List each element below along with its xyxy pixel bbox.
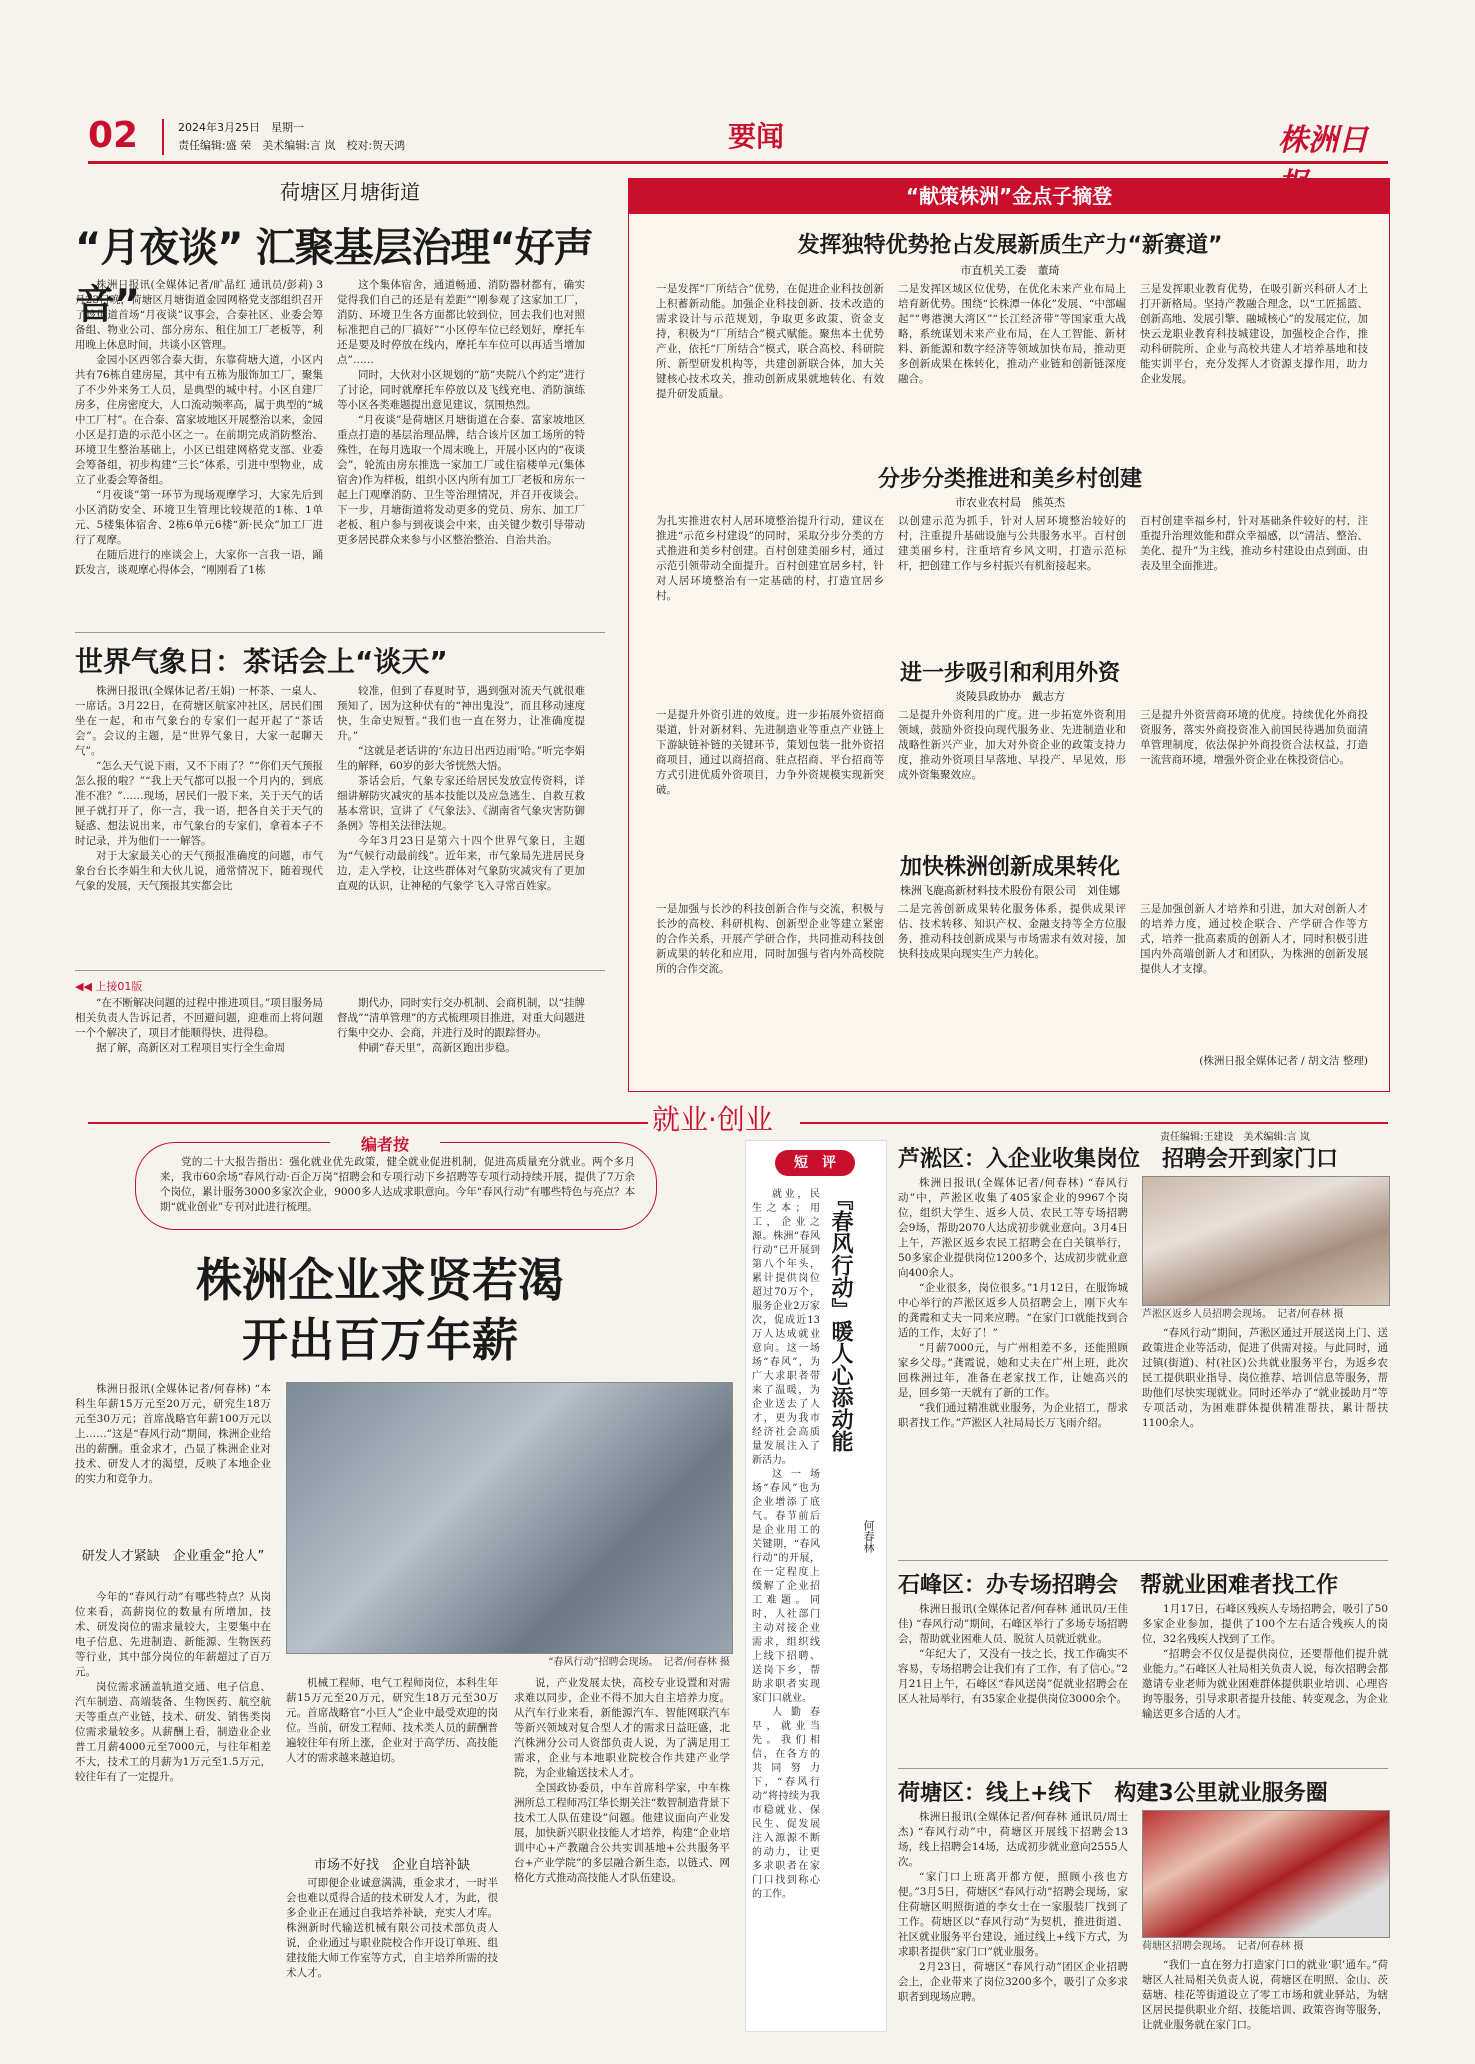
- short-comment-paragraph: 人勤春早，就业当先。我们相信，在各方的共同努力下，“春风行动”将持续为我市稳就业、保民生、促发展注入源源不断的动力，让更多求职者在家门口找到称心的工作。: [752, 1707, 820, 1900]
- hetang-paragraph: 株洲日报讯(全媒体记者/何春林 通讯员/周士杰) “春风行动”中，荷塘区开展线下招聘会13场，线上招聘会14场，达成初步就业意向2555人次。: [898, 1811, 1128, 1868]
- shifeng-title: 石峰区：办专场招聘会 帮就业困难者找工作: [898, 1573, 1339, 1598]
- proposal1-title: 发挥独特优势抢占发展新质生产力“新赛道”: [797, 233, 1223, 258]
- main-paragraph: 岗位需求涵盖轨道交通、电子信息、汽车制造、高端装备、生物医药、航空航天等重点产业链，技术、研发、销售类岗位需求量较多。从薪酬上看，制造业企业普工月薪4000元至7000元，与往年相差不大，技术工的月薪为1万元至1.5万元，较往年有了一定提升。: [75, 1681, 271, 1783]
- proposal3-col3: 三是提升外资营商环境的优度。持续优化外商投资服务，落实外商投资准入前国民待遇加负面清单管理制度，依法保护外商投资合法权益，打造一流营商环境，增强外资企业在株投资信心。: [1140, 709, 1368, 766]
- main-lead: 株洲日报讯(全媒体记者/何春林) “本科生年薪15万元至20万元，研究生18万元至30万元；首席战略官年薪100万元以上……”这是“春风行动”期间，株洲企业给出的薪酬。重金求才，凸显了株洲企业对技术、研发人才的渴望，反映了本地企业的实力和竞争力。: [75, 1383, 271, 1485]
- proposal4-title: 加快株洲创新成果转化: [899, 855, 1120, 880]
- proposal4-col1: 一是加强与长沙的科技创新合作与交流，积极与长沙的高校、科研机构、创新型企业等建立紧密的合作关系，开展产学研合作，共同推动科技创新成果的转化和应用，同时加强与省内外高校院所的合作交流。: [656, 903, 884, 975]
- proposal3-author: 炎陵县政协办 戴志方: [955, 690, 1065, 703]
- proposal1-col1: 一是发挥“厂所结合”优势，在促进企业科技创新上积蓄新动能。加强企业科技创新、技术改造的需求设计与示范规划，争取更多政策、资金支持，积极为“厂所结合”模式赋能。聚焦本土优势产业，依托“厂所结合”模式，联合高校、科研院所、新型研发机构等，共建创新联合体，加大关键核心技术攻关，推动创新成果就地转化、有效提升研发质量。: [656, 283, 884, 400]
- main-title-line1: 株洲企业求贤若渴: [196, 1253, 564, 1307]
- proposal3-col1: 一是提升外资引进的效度。进一步拓展外资招商渠道，针对新材料、先进制造业等重点产业链上下游缺链补链的关键环节，策划包装一批外资招商项目，通过以商招商、驻点招商、平台招商等方式引进优质外资项目，力争外资规模实现新突破。: [656, 709, 884, 796]
- job-fair-photo-caption: “春风行动”招聘会现场。 记者/何春林 摄: [548, 1657, 730, 1668]
- story1-paragraph: 株洲日报讯(全媒体记者/旷晶红 通讯员/彭莉) 3月23日晚，荷塘区月塘街道金园网格党支部组织召开了该街道首场“月夜谈”议事会，合泰社区、业委会筹备组、物业公司、部分房东、租住加工厂老板等，利用晚上休息时间，共谈小区管理。: [75, 279, 323, 351]
- story2-column-2: [337, 684, 585, 964]
- continued-paragraph: 仲刷“春天里”，高新区跑出步稳。: [358, 1042, 516, 1054]
- subhead-1: 研发人才紧缺 企业重金“抢人”: [81, 1549, 265, 1564]
- proposal4-col3: 三是加强创新人才培养和引进，加大对创新人才的培养力度，通过校企联合、产学研合作等方式，培养一批高素质的创新人才，同时积极引进国内外高端创新人才和团队，为株洲的创新发展提供人才支撑。: [1140, 903, 1368, 975]
- main-paragraph: 今年的“春风行动”有哪些特点？从岗位来看，高薪岗位的数量有所增加，技术、研发岗位的需求量较大，主要集中在电子信息、先进制造、新能源、生物医药等行业，其中部分岗位的年薪超过了百万元。: [75, 1591, 271, 1678]
- continued-paragraph: “在不断解决问题的过程中推进项目。”项目服务局相关负责人告诉记者，不回避问题，迎难而上将问题一个个解决了，项目才能顺得快、进得稳。: [75, 997, 323, 1039]
- shifeng-paragraph: “招聘会不仅仅是提供岗位，还要帮他们提升就业能力。”石峰区人社局相关负责人说，每次招聘会都邀请专业老师为就业困难群体提供职业培训、心理咨询等服务，引导求职者提升技能、转变观念，为企业输送更多合适的人才。: [1142, 1648, 1388, 1720]
- story1-column-1: [75, 278, 323, 628]
- job-fair-photo: [286, 1382, 733, 1654]
- story1-paragraph: 这个集体宿舍，通道畅通、消防器材都有，确实觉得我们自己的还是有差距”“刚参观了这家加工厂，消防、环境卫生各方面都比较到位，回去我们也对照标准把自己的厂搞好”“小区停车位已经划好，摩托车还是要及时停放在线内，摩托车车位可以再适当增加点”……: [337, 279, 585, 366]
- short-comment-paragraph: 这一场场“春风”也为企业增添了底气。春节前后是企业用工的关键期，“春风行动”的开展，在一定程度上缓解了企业招工难题。同时，人社部门主动对接企业需求，组织线上线下招聘、送岗下乡，帮助求职者实现家门口就业。: [752, 1469, 820, 1704]
- shifeng-paragraph: 1月17日，石峰区残疾人专场招聘会，吸引了50多家企业参加，提供了100个左右适合残疾人的岗位，32名残疾人找到了工作。: [1142, 1603, 1388, 1645]
- story2-paragraph: 今年3月23日是第六十四个世界气象日，主题为“气候行动最前线”。近年来，市气象局先进居民身边，走入学校，让这些群体对气象防灾减灾有了更加直观的认识，让神秘的气象学飞入寻常百姓家。: [337, 835, 585, 892]
- main-right-column: [514, 1676, 730, 2034]
- continued-column-2: [337, 996, 585, 1106]
- lusong-column-1: [898, 1176, 1128, 1566]
- editor-note-label: 编者按: [330, 1132, 440, 1155]
- editor-note-text: 党的二十大报告指出：强化就业优先政策，健全就业促进机制，促进高质量充分就业。两个多月来，我市60余场“春风行动·百企万岗”招聘会和专项行动下乡招聘等专项行动持续开展，提供了7万余个岗位，累计服务3000多家次企业，9000多人达成求职意向。今年“春风行动”有哪些特色与亮点？本期“就业创业”专刊对此进行梳理。: [160, 1156, 635, 1213]
- lusong-paragraph: 株洲日报讯(全媒体记者/何春林) “春风行动”中，芦淞区收集了405家企业的9967个岗位，组织大学生、返乡人员、农民工等专场招聘会9场，帮助2070人达成初步就业意向。3月4日上午，芦淞区返乡农民工招聘会在白关镇举行，50多家企业提供岗位1200多个，达成初步就业意向400余人。: [898, 1177, 1128, 1279]
- proposal4-author: 株洲飞鹿高新材料技术股份有限公司 刘佳娜: [900, 884, 1120, 897]
- jobs-section-title: 就业·创业: [652, 1103, 773, 1136]
- hetang-title: 荷塘区：线上+线下 构建3公里就业服务圈: [898, 1781, 1328, 1806]
- main-mid-column: [286, 1676, 498, 1846]
- proposal3-col2: 二是提升外资利用的广度。进一步拓宽外资利用领域，鼓励外资投向现代服务业、先进制造业和战略性新兴产业，加大对外资企业的政策支持力度，推动外资项目早落地、早投产、早见效，形成外资集聚效应。: [898, 709, 1126, 781]
- lusong-column-2: “春风行动”期间，芦淞区通过开展送岗上门、送政策进企业等活动，促进了供需对接。与此同时，通过镇(街道)、村(社区)公共就业服务平台，为返乡农民工提供职业指导、岗位推荐、培训信息等服务，帮助他们尽快实现就业。同时还举办了“就业援助月”等专项活动，为困难群体提供精准帮扶，累计帮扶1100余人。: [1142, 1327, 1388, 1429]
- story2-paragraph: “这就是老话讲的‘东边日出西边雨’哈。”听完李娟生的解释，60岁的彭大爷恍然大悟。: [337, 745, 585, 772]
- story1-paragraph: “月夜谈”是荷塘区月塘街道在合泰、富家坡地区重点打造的基层治理品牌，结合该片区加工场所的特殊性，在每月选取一个周末晚上，开展小区内的“夜谈会”，轮流由房东推选一家加工厂或住宿楼单元(集体宿舍)作为样板，组织小区内所有加工厂老板和房东一起上门观摩消防、卫生等治理情况，并召开夜谈会。下一步，月塘街道将发动更多的党员、房东、加工厂老板、租户参与到夜谈会中来，由关键少数引导带动更多居民群众来参与小区整治整治、自治共治。: [337, 414, 585, 546]
- story2-paragraph: “怎么天气说下雨，又不下雨了？”“你们天气预报怎么报的啦？”“我上天气都可以报一个月内的，到底准不准？”……现场，居民们一股下来，关于天气的话匣子就打开了，你一言，我一语，把各自关于天气的疑惑、想法说出来，市气象台的专家们，拿着本子不时记录，并为他们一一解答。: [75, 760, 323, 847]
- main-title-line2: 开出百万年薪: [242, 1313, 518, 1367]
- main-paragraph: 可即便企业诚意满满，重金求才，一时半会也难以觅得合适的技术研发人才，为此，很多企业正在通过自我培养补缺，充实人才库。株洲新时代输送机械有限公司技术部负责人说，企业通过与职业院校合作开设订单班、组建技能大师工作室等方式，自主培养所需的技术人才。: [286, 1877, 498, 1979]
- lusong-title: 芦淞区：入企业收集岗位 招聘会开到家门口: [898, 1147, 1339, 1172]
- continued-paragraph: 据了解，高新区对工程项目实行全生命周: [96, 1042, 285, 1054]
- short-comment-body: [752, 1188, 820, 2018]
- story2-paragraph: 茶话会后，气象专家还给居民发放宣传资料，详细讲解防灾减灾的基本技能以及应急逃生、自救互救基本常识，宣讲了《气象法》、《湖南省气象灾害防御条例》等相关法律法规。: [337, 775, 585, 832]
- proposals-signature: (株洲日报全媒体记者 / 胡文洁 整理): [1199, 1055, 1368, 1067]
- hetang-photo: [1142, 1810, 1390, 1938]
- main-paragraph: 机械工程师、电气工程师岗位，本科生年薪15万元至20万元，研究生18万元至30万元。首席战略官“小巨人”企业中最受欢迎的岗位。当前，研发工程师、技术类人员的薪酬普遍较往年有所上涨，企业对于高学历、高技能人才的需求越来越迫切。: [286, 1677, 498, 1764]
- story1-paragraph: 金园小区西邻合泰大街，东靠荷塘大道，小区内共有76栋自建房屋，其中有五栋为服饰加工厂，聚集了不少外来务工人员，是典型的城中村。小区自建厂房多，住房密度大，人口流动频率高，属于典型的“城中工厂村”。在合泰、富家坡地区开展整治以来，金园小区是打造的示范小区之一。在前期完成消防整治、环境卫生整治基础上，小区已组建网格党支部、业委会筹备组，初步构建“三长”体系，引进中型物业，成立了业委会筹备组。: [75, 354, 323, 486]
- proposal2-col2: 以创建示范为抓手，针对人居环境整治较好的村，注重提升基础设施与公共服务水平。百村创建美丽乡村，注重培育乡风文明，打造示范标杆，把创建工作与乡村振兴有机衔接起来。: [898, 515, 1126, 572]
- page-editors: 责任编辑:盛 荣 美术编辑:言 岚 校对:贺天鸿: [178, 139, 406, 152]
- shifeng-paragraph: 株洲日报讯(全媒体记者/何春林 通讯员/王佳佳) “春风行动”期间，石峰区举行了多场专场招聘会，帮助就业困难人员、脱贫人员就近就业。: [898, 1603, 1128, 1645]
- shifeng-paragraph: “年纪大了，又没有一技之长，找工作确实不容易，专场招聘会让我们有了工作，有了信心。”2月21日上午，石峰区“春风送岗”促就业招聘会在区人社局举行，有35家企业提供岗位3000余个。: [898, 1648, 1128, 1705]
- proposal1-col3: 三是发挥职业教育优势，在吸引新兴科研人才上打开新格局。坚持产教融合理念，以“工匠摇篮、创新高地、发展引擎、融城核心”的发展定位，加快云龙职业教育科技城建设，加强校企合作，推动科研院所、企业与高校共建人才培养基地和技能实训平台，充分发挥人才资源支撑作用，助力企业发展。: [1140, 283, 1368, 385]
- lusong-paragraph: “企业很多，岗位很多。”1月12日，在服饰城中心举行的芦淞区返乡人员招聘会上，刚下火车的龚霞和丈夫一同来应聘。“在家门口就能找到合适的工作，太好了！”: [898, 1282, 1128, 1339]
- continued-column-1: [75, 996, 323, 1106]
- proposal2-title: 分步分类推进和美乡村创建: [877, 467, 1142, 492]
- shifeng-column-1: [898, 1602, 1128, 1762]
- story1-paragraph: 在随后进行的座谈会上，大家你一言我一语，踊跃发言，谈观摩心得体会，“刚刚看了1栋: [75, 549, 323, 576]
- hetang-paragraph: “家门口上班离开都方便，照顾小孩也方便。”3月5日，荷塘区“春风行动”招聘会现场，家住荷塘区明照街道的李女士在一家服装厂找到了工作。荷塘区以“春风行动”为契机，推进街道、社区就业服务平台建设，通过线上+线下方式，为求职者提供“家门口”就业服务。: [898, 1871, 1128, 1958]
- subhead-2: 市场不好找 企业自培补缺: [313, 1858, 470, 1873]
- story2-column-1: [75, 684, 323, 964]
- proposal3-title: 进一步吸引和利用外资: [899, 661, 1120, 686]
- hetang-column-1: [898, 1810, 1128, 2032]
- proposal2-col3: 百村创建幸福乡村，针对基础条件较好的村，注重提升治理效能和群众幸福感，以“清洁、整治、美化、提升”为主线，推动乡村建设由点到面、由表及里全面推进。: [1140, 515, 1368, 572]
- proposal2-col1: 为扎实推进农村人居环境整治提升行动，建议在推进“示范乡村建设”的同时，采取分步分类的方式推进和美乡村创建。百村创建美丽乡村，通过示范引领带动全面提升。百村创建宜居乡村，针对人居环境整治有一定基础的村，打造宜居乡村。: [656, 515, 884, 602]
- lusong-paragraph: “我们通过精准就业服务，为企业招工，帮求职者找工作。”芦淞区人社局局长万飞雨介绍。: [898, 1402, 1128, 1429]
- main-left-column: [75, 1590, 271, 2030]
- section-title: 要闻: [728, 120, 785, 153]
- proposal2-author: 市农业农村局 熊英杰: [955, 496, 1065, 509]
- lusong-paragraph: “月薪7000元，与广州相差不多，还能照顾家乡父母。”龚霞说，她和丈夫在广州上班，此次回株洲过年，准备在老家找工作，让她高兴的是，回乡第一天就有了新的工作。: [898, 1342, 1128, 1399]
- proposal1-col2: 二是发挥区域区位优势，在优化未来产业布局上培育新优势。围绕“长株潭一体化”发展、“中部崛起”“粤港澳大湾区”“长江经济带”等国家重大战略，系统谋划未来产业布局，在人工智能、新材料、新能源和数字经济等领域加快布局，推动更多创新成果在株转化，推动产业链和创新链深度融合。: [898, 283, 1126, 385]
- story1-paragraph: 同时，大伙对小区规划的“筋”夹院八个约定”进行了讨论，同时就摩托车停放以及飞线充电、消防演练等小区各类难题提出意见建议，氛围热烈。: [337, 369, 585, 411]
- shifeng-column-2: [1142, 1602, 1388, 1762]
- issue-date: 2024年3月25日 星期一: [178, 121, 304, 134]
- proposal4-col2: 二是完善创新成果转化服务体系，提供成果评估、技术转移、知识产权、金融支持等全方位服务，推动科技创新成果与市场需求有效对接，加快科技成果向现实生产力转化。: [898, 903, 1126, 960]
- page-number: 02: [88, 115, 139, 156]
- jobs-editors: 责任编辑:王建设 美术编辑:言 岚: [1160, 1132, 1310, 1143]
- story2-paragraph: 较准，但到了春夏时节，遇到强对流天气就很难预知了，因为这种伏有的“神出鬼没”，而且移动速度快，生命史短暂。”我们也一直在努力，让准确度提升。”: [337, 685, 585, 742]
- hetang-column-2: “我们一直在努力打造家门口的就业‘职’通车。”荷塘区人社局相关负责人说，荷塘区在明照、金山、茨菇塘、桂花等街道设立了零工市场和就业驿站，为辖区居民提供职业介绍、技能培训、政策咨询等服务，让就业服务就在家门口。: [1142, 1959, 1388, 2031]
- short-comment-author: 何春林: [862, 1520, 875, 1553]
- story1-column-2: [337, 278, 585, 628]
- story1-paragraph: “月夜谈”第一环节为现场观摩学习，大家先后到小区消防安全、环境卫生管理比较规范的1栋、1单元、5楼集体宿舍、2栋6单元6楼“新·民众”加工厂进行了观摩。: [75, 489, 323, 546]
- short-comment-paragraph: 就业，民生之本；用工，企业之源。株洲“春风行动”已开展到第八个年头，累计提供岗位超过70万个，服务企业2万家次，促成近13万人达成就业意向。这一场场“春风”，为广大求职者带来了温暖，为企业送去了人才，更为我市经济社会高质量发展注入了新活力。: [752, 1189, 820, 1466]
- continued-marker: ◀◀ 上接01版: [75, 980, 143, 993]
- story1-kicker: 荷塘区月塘街道: [280, 180, 420, 204]
- lusong-photo: [1142, 1176, 1390, 1306]
- main-mid-column-2: [286, 1876, 498, 2034]
- story2-paragraph: 株洲日报讯(全媒体记者/王娟) 一杯茶、一桌人、一席话。3月22日，在荷塘区航家冲社区，居民们围坐在一起，和市气象台的专家们一起开起了“茶话会”。会议的主题，是“世界气象日，大家一起聊天气”。: [75, 685, 323, 757]
- short-comment-label: 短 评: [775, 1150, 855, 1176]
- masthead: 株洲日: [1278, 123, 1368, 158]
- short-comment-title: 『春风行动』暖人心添动能: [828, 1188, 853, 1452]
- story1-title: “月夜谈” 汇聚基层治理“好声音”: [75, 225, 593, 328]
- continued-paragraph: 期代办，同时实行交办机制、会商机制，以“挂牌督战”“清单管理”的方式梳理项目推进，对重大问题进行集中交办、会商，并进行及时的跟踪督办。: [337, 997, 585, 1039]
- story2-title: 世界气象日：茶话会上“谈天”: [75, 645, 448, 678]
- main-paragraph: 全国政协委员，中车首席科学家，中车株洲所总工程师冯江华长期关注“数智制造背景下技术工人队伍建设”问题。他建议面向产业发展，加快新兴职业技能人才培养，构建“企业培训中心+产教融合公共实训基地+公共服务平台+产业学院”的多层融合新生态，以链式、网格化方式推动高技能人才队伍建设。: [514, 1782, 730, 1884]
- hetang-photo-caption: 荷塘区招聘会现场。 记者/何春林 摄: [1142, 1941, 1304, 1952]
- proposals-banner: “献策株洲”金点子摘登: [628, 178, 1390, 214]
- hetang-paragraph: 2月23日，荷塘区“春风行动”团区企业招聘会上，企业带来了岗位3200多个，吸引了众多求职者到现场应聘。: [898, 1961, 1128, 2003]
- proposal1-author: 市直机关工委 董琦: [960, 264, 1060, 277]
- lusong-photo-caption: 芦淞区返乡人员招聘会现场。 记者/何春林 摄: [1142, 1309, 1344, 1320]
- story2-paragraph: 对于大家最关心的天气预报准确度的问题，市气象台台长李娟生和大伙儿说，通常情况下，随着现代气象的发展，天气预报其实都会比: [75, 850, 323, 892]
- main-paragraph: 说，产业发展太快，高校专业设置和对需求难以同步，企业不得不加大自主培养力度。从汽车行业来看，新能源汽车、智能网联汽车等新兴领域对复合型人才的需求日益旺盛，北汽株洲分公司人资部负责人说，为了满足用工需求，企业与本地职业院校合作共建产业学院，为企业输送技术人才。: [514, 1677, 730, 1779]
